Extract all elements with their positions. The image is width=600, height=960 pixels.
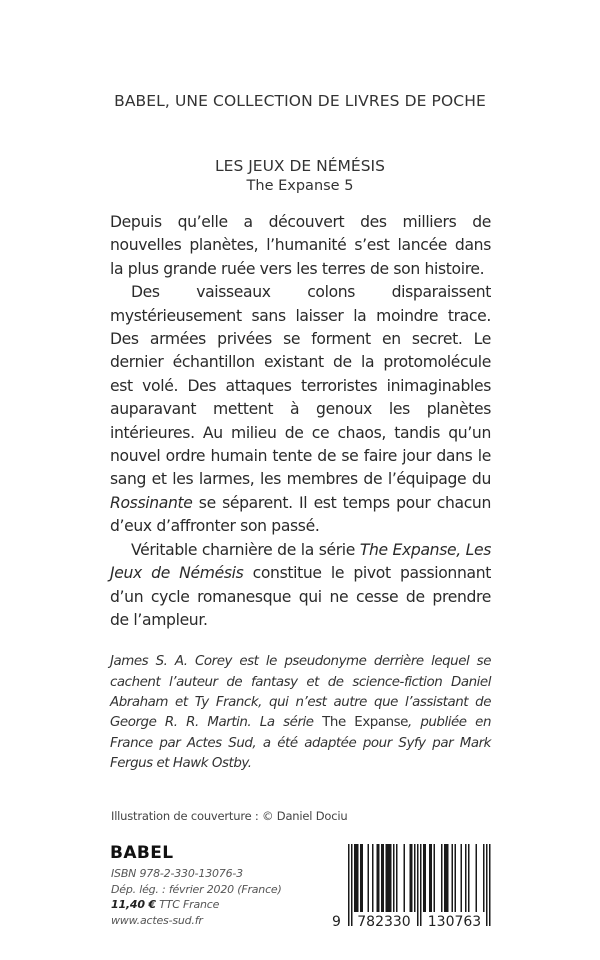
ship-name: Rossinante xyxy=(110,493,193,512)
barcode-bar xyxy=(483,844,485,912)
barcode-bar xyxy=(390,844,392,912)
text-column xyxy=(110,211,491,774)
author-bio xyxy=(110,652,491,774)
barcode-bar xyxy=(389,844,391,912)
barcode-bar xyxy=(410,844,412,912)
barcode-bar xyxy=(446,844,448,912)
blurb-p3-text-b: constitue le pivot passionnant d’un cycle romanesque qui ne cesse de prendre de l’ampleur. xyxy=(110,564,491,629)
website: www.actes-sud.fr xyxy=(111,913,203,927)
barcode-bar xyxy=(383,844,385,912)
barcode-bar xyxy=(476,844,478,912)
barcode-bar xyxy=(465,844,467,912)
barcode-bar xyxy=(377,844,379,912)
barcode-guard-bar xyxy=(348,844,350,926)
barcode-bar xyxy=(452,844,454,912)
blurb-paragraph-3 xyxy=(110,539,491,633)
barcode-bar xyxy=(429,844,431,912)
barcode-lead-digit: 9 xyxy=(332,914,341,930)
barcode-bar xyxy=(423,844,425,912)
barcode-bar xyxy=(360,844,362,912)
barcode-bar xyxy=(434,844,436,912)
barcode-bar xyxy=(411,844,413,912)
blurb-paragraph-2 xyxy=(110,281,491,538)
cover-credit: Illustration de couverture : © Daniel Dociu xyxy=(111,809,348,823)
price: 11,40 € xyxy=(111,898,156,912)
barcode-bar xyxy=(468,844,470,912)
barcode-guard-bar xyxy=(417,844,419,926)
barcode-guard-bar xyxy=(420,844,422,926)
barcode-bar xyxy=(393,844,395,912)
barcode-guard-bar xyxy=(489,844,491,926)
blurb-paragraph-1: Depuis qu’elle a découvert des milliers de nouvelles planètes, l’humanité s’est lancée dans la plus grande ruée vers les terres de son histoire. xyxy=(110,213,491,278)
barcode-bar xyxy=(441,844,443,912)
barcode-bar xyxy=(386,844,388,912)
legal-info xyxy=(111,866,282,928)
barcode-bar xyxy=(372,844,374,912)
price-suffix: TTC France xyxy=(155,898,220,912)
publisher-logo: BABEL xyxy=(110,843,174,863)
barcode-bar xyxy=(362,844,364,912)
blurb-p3-text-a: Véritable charnière de la série xyxy=(131,540,360,559)
barcode-bar xyxy=(356,844,358,912)
blurb xyxy=(110,211,491,632)
book-subtitle: The Expanse 5 xyxy=(246,178,354,194)
barcode-bar xyxy=(425,844,427,912)
barcode-bar xyxy=(461,844,463,912)
price-line xyxy=(111,897,282,913)
collection-heading: BABEL, UNE COLLECTION DE LIVRES DE POCHE xyxy=(114,92,486,110)
barcode-bar xyxy=(396,844,398,912)
bio-text-2: , publiée en France par Actes Sud, a été adaptée pour Syfy par Mark Fergus et Hawk Ostby. xyxy=(110,715,491,771)
barcode-bar xyxy=(404,844,406,912)
barcode-bar xyxy=(354,844,356,912)
barcode xyxy=(330,840,500,932)
barcode-bar xyxy=(357,844,359,912)
barcode-bar xyxy=(455,844,457,912)
barcode-right-digits: 130763 xyxy=(427,914,482,930)
barcode-bar xyxy=(378,844,380,912)
barcode-left-digits: 782330 xyxy=(357,914,411,930)
barcode-guard-bar xyxy=(351,844,353,926)
blurb-p2-text-a: Des vaisseaux colons disparaissent mystérieusement sans laisser la moindre trace. Des armées privées se forment en secret. Le dernier échantillon existant de la protomolécule est volé. Des attaques terroristes inimaginables auparavant mettent à genoux les planètes intérieures. Au milieu de ce chaos, tandis qu’un nouvel ordre humain tente de se faire jour dans le sang et les larmes, les membres de l’équipage du xyxy=(110,283,491,489)
barcode-bar xyxy=(414,844,416,912)
barcode-bar xyxy=(381,844,383,912)
bio-text-1: James S. A. Corey est le pseudonyme derrière lequel se cachent l’auteur de fantasy et de science-fiction Daniel Abraham et Ty Franck, qui n’est autre que l’assistant de George R. R. Martin. La série xyxy=(110,654,491,731)
barcode-bar xyxy=(444,844,446,912)
barcode-bar xyxy=(447,844,449,912)
bio-series-title: The Expanse xyxy=(322,715,408,731)
blurb-p2-text-b: se séparent. Il est temps pour chacun d’eux d’affronter son passé. xyxy=(110,493,491,536)
barcode-bar xyxy=(387,844,389,912)
barcode-bar xyxy=(431,844,433,912)
book-title: LES JEUX DE NÉMÉSIS xyxy=(215,157,385,175)
barcode-graphic xyxy=(330,840,500,932)
barcode-guard-bar xyxy=(486,844,488,926)
barcode-bar xyxy=(368,844,370,912)
legal-deposit: Dép. lég. : février 2020 (France) xyxy=(111,882,282,896)
isbn: ISBN 978-2-330-13076-3 xyxy=(111,867,243,880)
series-title: The Expanse, Les Jeux de Némésis xyxy=(110,540,491,583)
